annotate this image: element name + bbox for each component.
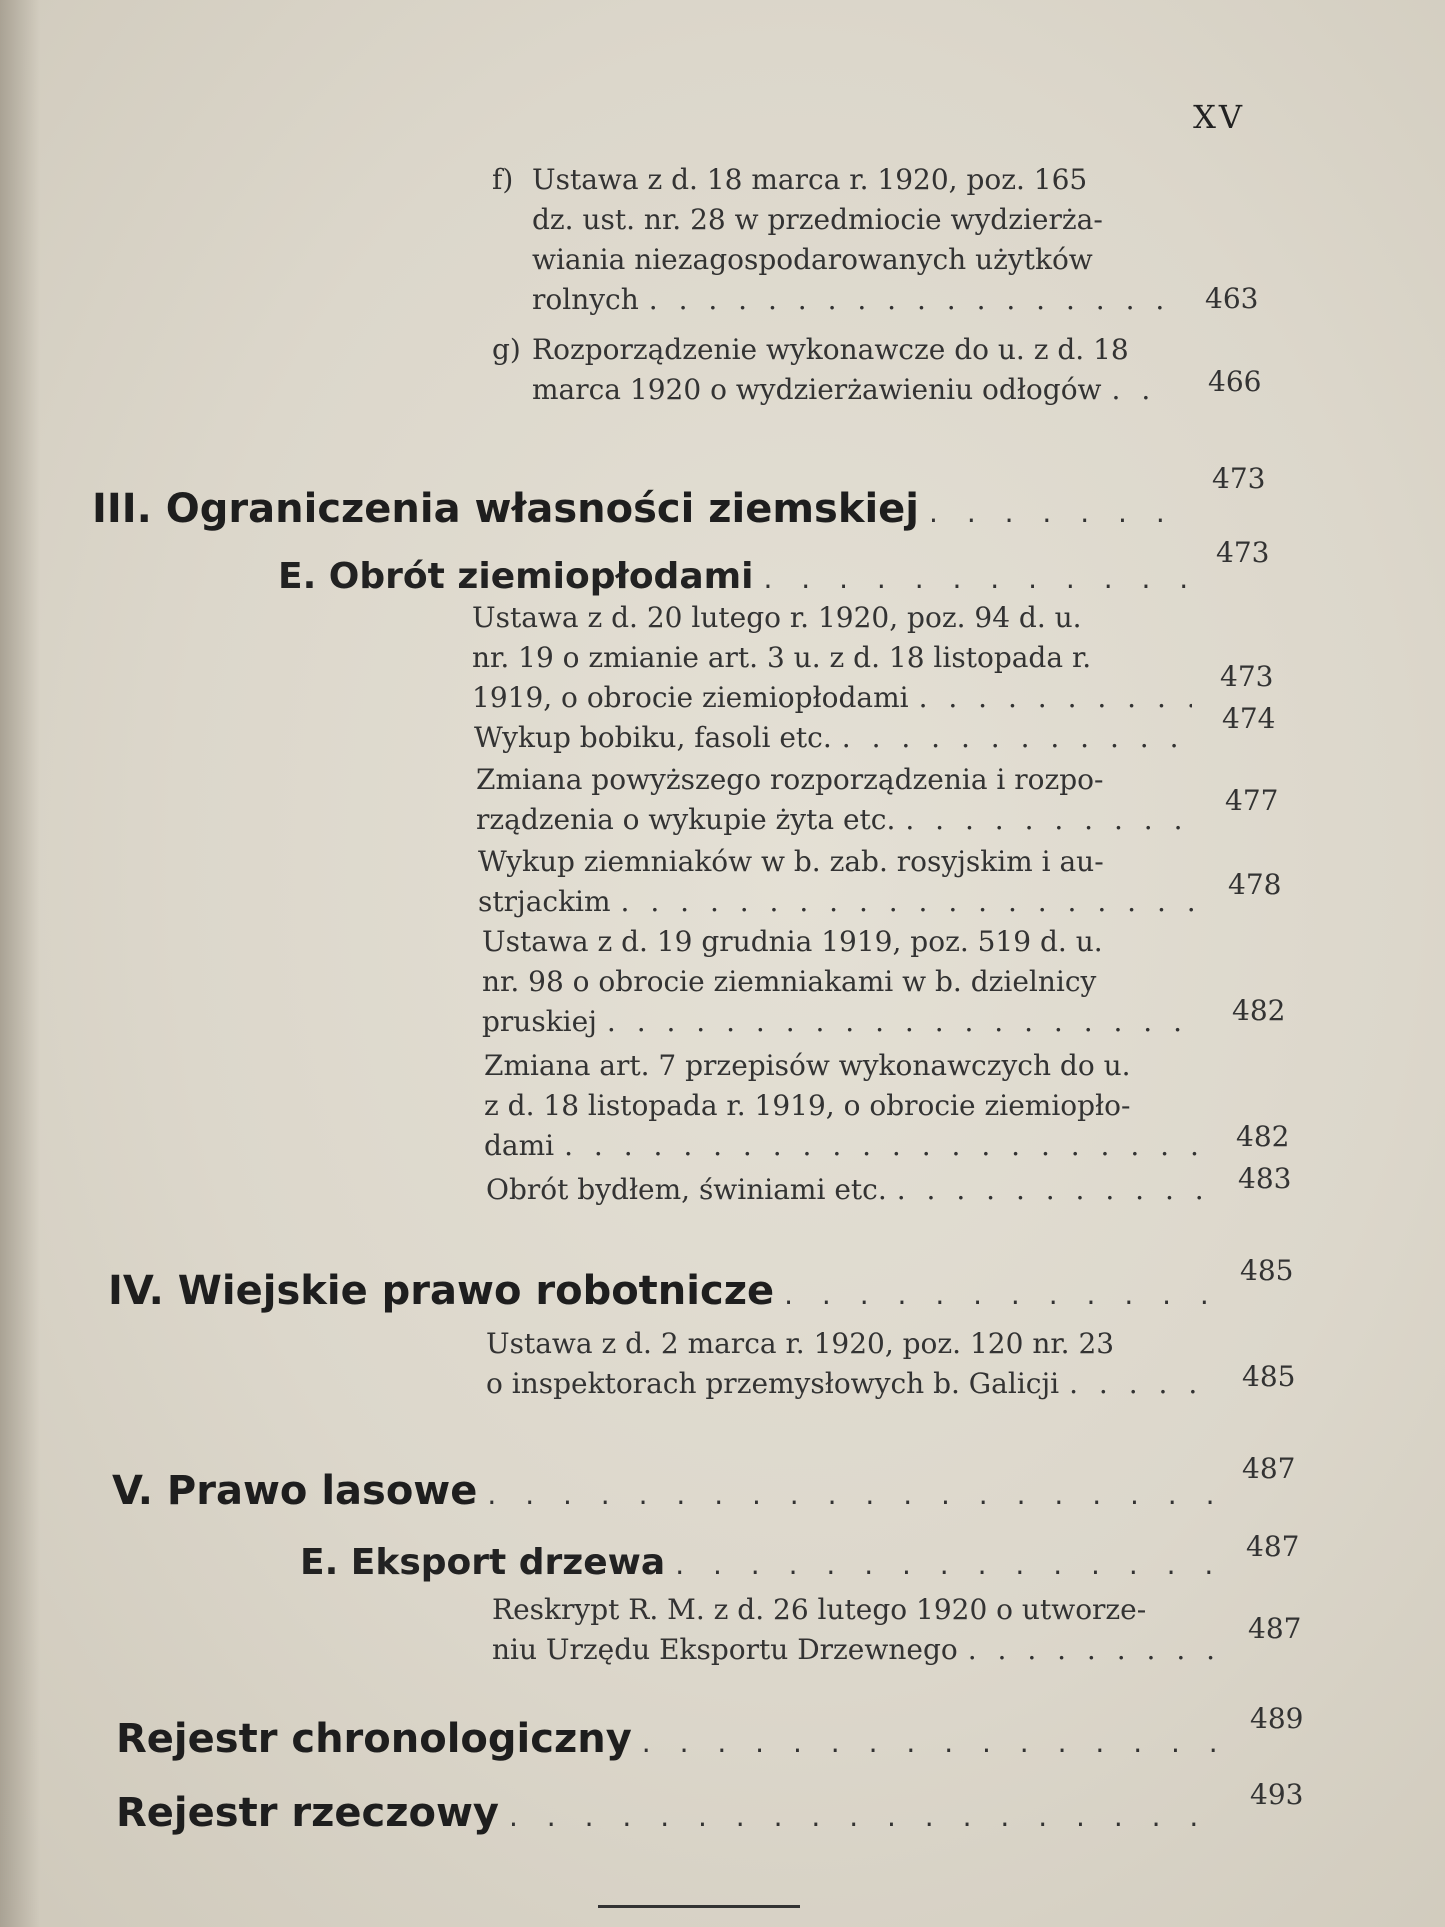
dot-leader <box>509 1800 1216 1833</box>
entry-page: 473 <box>1220 660 1274 693</box>
entry-line: 1919, o obrocie ziemiopłodami <box>472 681 909 714</box>
dot-leader <box>784 1278 1208 1311</box>
entry-line: z d. 18 listopada r. 1919, o obrocie ziemiopło- <box>484 1089 1131 1122</box>
entry-page: 477 <box>1225 784 1279 817</box>
subsection-page: 473 <box>1216 536 1270 569</box>
entry-page: 487 <box>1248 1612 1302 1645</box>
toc-entry <box>472 598 1192 718</box>
toc-entry-f <box>492 160 1172 320</box>
entry-line: Reskrypt R. M. z d. 26 lutego 1920 o utworze- <box>492 1593 1147 1626</box>
entry-line: Wykup ziemniaków w b. zab. rosyjskim i au- <box>478 845 1104 878</box>
entry-line: Ustawa z d. 18 marca r. 1920, poz. 165 <box>532 163 1088 196</box>
entry-page: 482 <box>1236 1120 1290 1153</box>
entry-label: g) <box>492 333 521 366</box>
entry-line: wiania niezagospodarowanych użytków <box>532 243 1093 276</box>
entry-page: 478 <box>1228 868 1282 901</box>
entry-page: 466 <box>1208 365 1262 398</box>
entry-line-with-leader <box>486 1364 1212 1404</box>
entry-page: 463 <box>1205 282 1259 315</box>
page-shadow <box>0 0 40 1927</box>
register-page: 493 <box>1250 1778 1304 1811</box>
toc-entry <box>492 1590 1214 1670</box>
entry-line: niu Urzędu Eksportu Drzewnego <box>492 1633 958 1666</box>
entry-line: Rozporządzenie wykonawcze do u. z d. 18 <box>532 333 1129 366</box>
section-heading-iv <box>108 1268 1208 1314</box>
entry-line-with-leader <box>484 1126 1204 1166</box>
dot-leader <box>649 280 1172 320</box>
entry-line: Ustawa z d. 20 lutego r. 1920, poz. 94 d. u. <box>472 601 1082 634</box>
entry-line: Wykup bobiku, fasoli etc. <box>474 721 832 754</box>
subsection-heading-eksport <box>300 1542 1212 1583</box>
dot-leader <box>642 1726 1216 1759</box>
dot-leader <box>1069 1364 1212 1404</box>
dot-leader <box>842 718 1194 758</box>
dot-leader <box>968 1630 1214 1670</box>
entry-line-with-leader <box>532 370 1172 410</box>
entry-line: Obrót bydłem, świniami etc. <box>486 1173 887 1206</box>
dot-leader <box>929 496 1192 529</box>
entry-line-with-leader <box>486 1170 1206 1210</box>
toc-entry <box>484 1046 1204 1166</box>
page-number: XV <box>1193 98 1245 136</box>
entry-page: 482 <box>1232 994 1286 1027</box>
toc-entry <box>476 760 1196 840</box>
toc-entry <box>478 842 1198 922</box>
dot-leader <box>487 1478 1212 1511</box>
entry-line: nr. 98 o obrocie ziemniakami w b. dzielnicy <box>482 965 1097 998</box>
closing-rule <box>598 1905 800 1908</box>
register-title: Rejestr chronologiczny <box>116 1716 632 1762</box>
entry-line: dz. ust. nr. 28 w przedmiocie wydzierża- <box>532 203 1103 236</box>
subsection-title: E. Eksport drzewa <box>300 1542 666 1583</box>
entry-line: marca 1920 o wydzierżawieniu odłogów <box>532 373 1102 406</box>
entry-line-with-leader <box>472 678 1192 718</box>
entry-line-with-leader <box>474 718 1194 758</box>
toc-entry-g <box>492 330 1172 410</box>
dot-leader <box>897 1170 1206 1210</box>
register-chronological-heading <box>116 1716 1216 1762</box>
dot-leader <box>1112 370 1172 410</box>
toc-entry <box>486 1170 1206 1210</box>
entry-line: Ustawa z d. 2 marca r. 1920, poz. 120 nr. 23 <box>486 1327 1115 1360</box>
dot-leader <box>919 678 1192 718</box>
dot-leader <box>763 562 1198 595</box>
section-heading-iii <box>92 486 1192 532</box>
section-page: 487 <box>1242 1452 1296 1485</box>
entry-line: o inspektorach przemysłowych b. Galicji <box>486 1367 1060 1400</box>
dot-leader <box>607 1002 1202 1042</box>
dot-leader <box>621 882 1198 922</box>
entry-line-with-leader <box>476 800 1196 840</box>
section-title: III. Ograniczenia własności ziemskiej <box>92 486 920 532</box>
subsection-title: E. Obrót ziemiopłodami <box>278 556 754 597</box>
toc-entry <box>486 1324 1212 1404</box>
dot-leader <box>905 800 1196 840</box>
entry-line: strjackim <box>478 885 611 918</box>
entry-line-with-leader <box>532 280 1172 320</box>
toc-entry <box>482 922 1202 1042</box>
entry-label: f) <box>492 163 514 196</box>
entry-line: nr. 19 o zmianie art. 3 u. z d. 18 listopada r. <box>472 641 1092 674</box>
entry-line-with-leader <box>478 882 1198 922</box>
entry-line: Zmiana powyższego rozporządzenia i rozpo- <box>476 763 1104 796</box>
register-page: 489 <box>1250 1702 1304 1735</box>
entry-line-with-leader <box>482 1002 1202 1042</box>
section-title: V. Prawo lasowe <box>112 1468 478 1514</box>
entry-line: dami <box>484 1129 555 1162</box>
entry-page: 483 <box>1238 1162 1292 1195</box>
entry-line: rządzenia o wykupie żyta etc. <box>476 803 896 836</box>
entry-line: rolnych <box>532 283 639 316</box>
entry-line: Ustawa z d. 19 grudnia 1919, poz. 519 d. u. <box>482 925 1103 958</box>
subsection-heading-obrot <box>278 556 1198 597</box>
register-subject-heading <box>116 1790 1216 1836</box>
subsection-page: 487 <box>1246 1530 1300 1563</box>
dot-leader <box>564 1126 1204 1166</box>
section-page: 473 <box>1212 462 1266 495</box>
toc-entry <box>474 718 1194 758</box>
dot-leader <box>675 1548 1212 1581</box>
section-page: 485 <box>1240 1254 1294 1287</box>
section-title: IV. Wiejskie prawo robotnicze <box>108 1268 775 1314</box>
entry-line: Zmiana art. 7 przepisów wykonawczych do u. <box>484 1049 1131 1082</box>
entry-line-with-leader <box>492 1630 1214 1670</box>
entry-page: 485 <box>1242 1360 1296 1393</box>
register-title: Rejestr rzeczowy <box>116 1790 499 1836</box>
entry-page: 474 <box>1222 702 1276 735</box>
entry-line: pruskiej <box>482 1005 597 1038</box>
section-heading-v <box>112 1468 1212 1514</box>
